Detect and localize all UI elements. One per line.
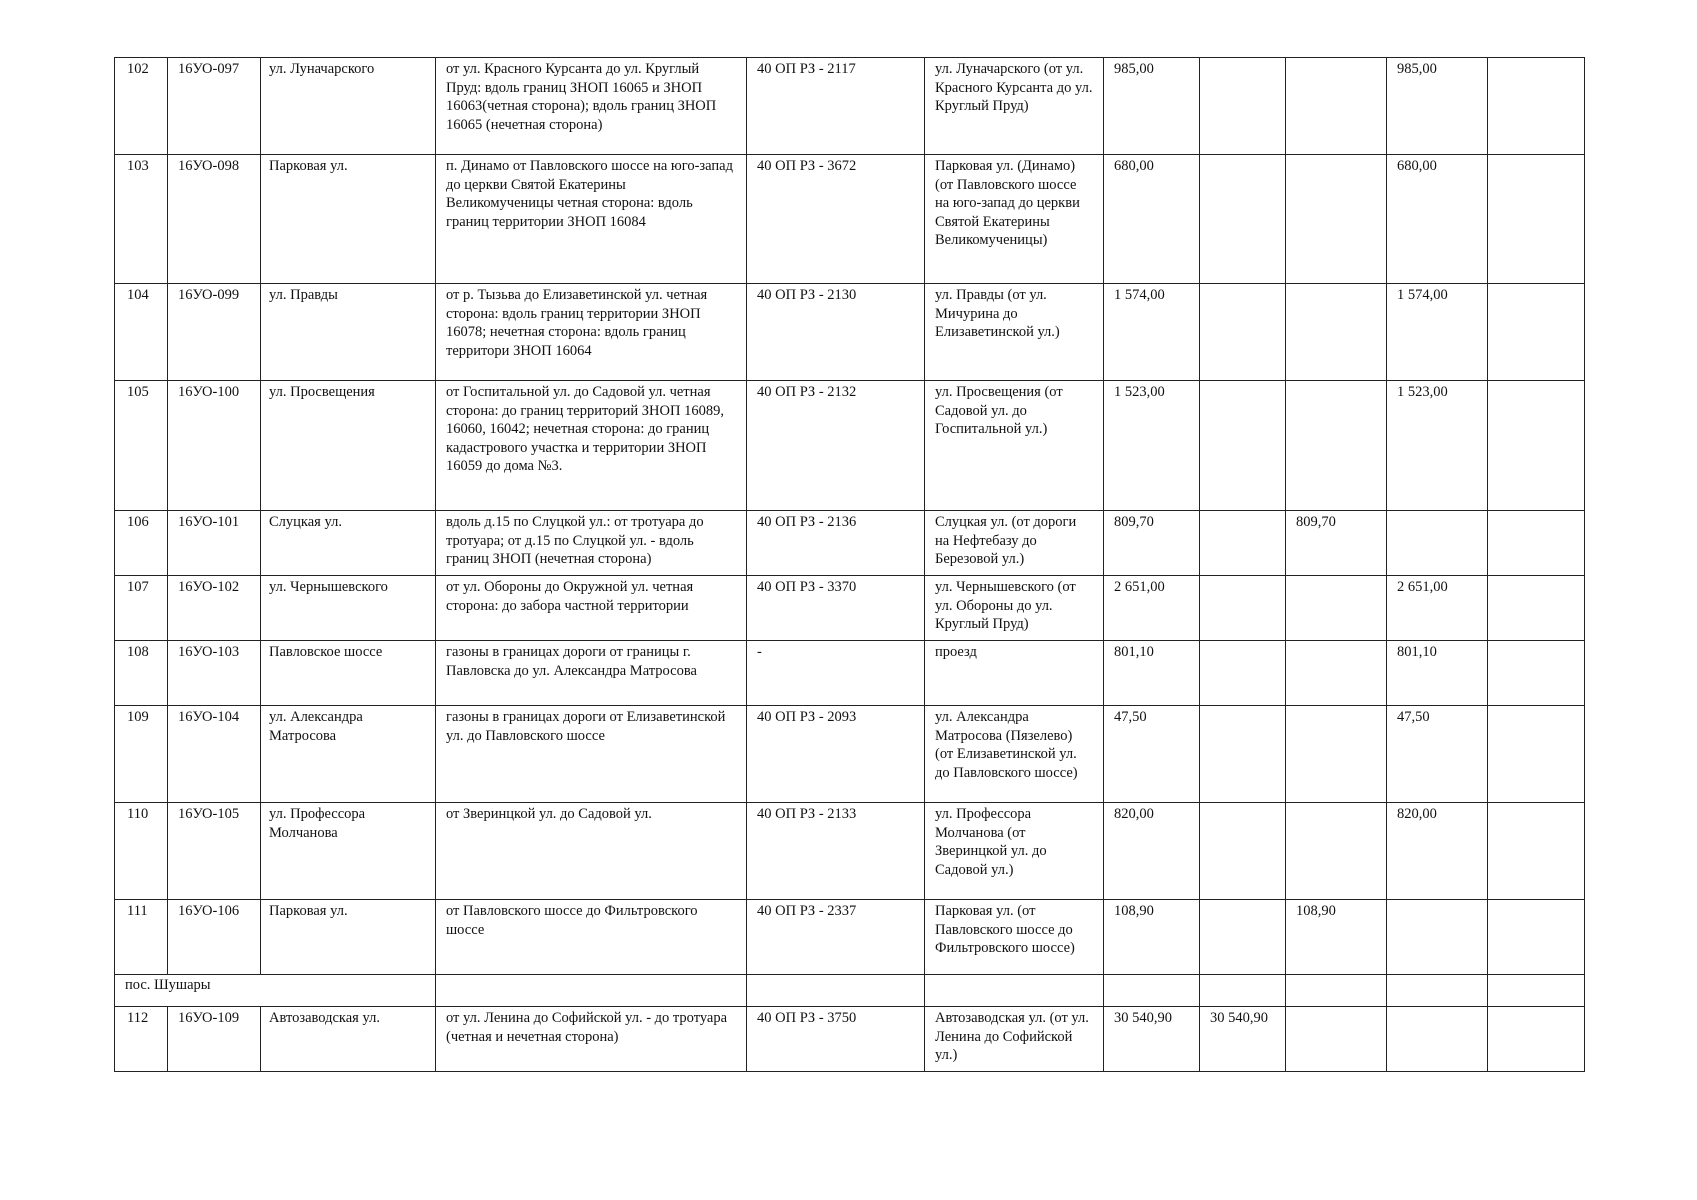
area-col-4 xyxy=(1488,284,1585,381)
street-name: ул. Просвещения xyxy=(261,381,436,511)
road-registry-code: 40 ОП РЗ - 2093 xyxy=(747,706,925,803)
total-area: 1 523,00 xyxy=(1104,381,1200,511)
section-row xyxy=(115,975,1585,1007)
boundary-description: газоны в границах дороги от Елизаветинской ул. до Павловского шоссе xyxy=(436,706,747,803)
total-area: 820,00 xyxy=(1104,803,1200,900)
table-row xyxy=(115,284,1585,381)
area-col-4 xyxy=(1488,511,1585,576)
boundary-description: от Зверинцкой ул. до Садовой ул. xyxy=(436,803,747,900)
road-registry-code: 40 ОП РЗ - 2132 xyxy=(747,381,925,511)
area-col-3: 801,10 xyxy=(1387,641,1488,706)
area-col-3: 1 523,00 xyxy=(1387,381,1488,511)
street-name: Павловское шоссе xyxy=(261,641,436,706)
row-number: 109 xyxy=(115,706,168,803)
total-area: 47,50 xyxy=(1104,706,1200,803)
road-name: Слуцкая ул. (от дороги на Нефтебазу до Березовой ул.) xyxy=(925,511,1104,576)
street-name: Парковая ул. xyxy=(261,155,436,284)
road-registry-code: 40 ОП РЗ - 2136 xyxy=(747,511,925,576)
area-col-4 xyxy=(1488,1007,1585,1072)
table-row xyxy=(115,576,1585,641)
area-col-1 xyxy=(1200,511,1286,576)
table-row xyxy=(115,803,1585,900)
road-registry-code: 40 ОП РЗ - 2337 xyxy=(747,900,925,975)
area-col-2 xyxy=(1286,641,1387,706)
empty-cell xyxy=(1200,975,1286,1007)
area-col-4 xyxy=(1488,155,1585,284)
area-col-4 xyxy=(1488,58,1585,155)
area-col-1 xyxy=(1200,641,1286,706)
road-name: ул. Луначарского (от ул. Красного Курсанта до ул. Круглый Пруд) xyxy=(925,58,1104,155)
area-col-1 xyxy=(1200,576,1286,641)
area-col-2 xyxy=(1286,155,1387,284)
road-name: ул. Профессора Молчанова (от Зверинцкой ул. до Садовой ул.) xyxy=(925,803,1104,900)
registry-table xyxy=(114,57,1585,1072)
street-name: ул. Луначарского xyxy=(261,58,436,155)
road-name: ул. Чернышевского (от ул. Обороны до ул. Круглый Пруд) xyxy=(925,576,1104,641)
road-registry-code: 40 ОП РЗ - 2133 xyxy=(747,803,925,900)
road-registry-code: 40 ОП РЗ - 3370 xyxy=(747,576,925,641)
section-label: пос. Шушары xyxy=(115,975,436,1007)
row-number: 106 xyxy=(115,511,168,576)
area-col-1: 30 540,90 xyxy=(1200,1007,1286,1072)
empty-cell xyxy=(1104,975,1200,1007)
road-name: Автозаводская ул. (от ул. Ленина до Софийской ул.) xyxy=(925,1007,1104,1072)
area-col-1 xyxy=(1200,381,1286,511)
area-col-1 xyxy=(1200,155,1286,284)
area-col-4 xyxy=(1488,381,1585,511)
road-name: Парковая ул. (от Павловского шоссе до Фильтровского шоссе) xyxy=(925,900,1104,975)
total-area: 1 574,00 xyxy=(1104,284,1200,381)
street-name: ул. Чернышевского xyxy=(261,576,436,641)
table-row xyxy=(115,58,1585,155)
area-col-3: 680,00 xyxy=(1387,155,1488,284)
area-col-4 xyxy=(1488,803,1585,900)
area-col-1 xyxy=(1200,58,1286,155)
road-registry-code: 40 ОП РЗ - 2117 xyxy=(747,58,925,155)
area-col-1 xyxy=(1200,706,1286,803)
table-row xyxy=(115,1007,1585,1072)
table-row xyxy=(115,381,1585,511)
row-number: 103 xyxy=(115,155,168,284)
road-name: Парковая ул. (Динамо) (от Павловского шоссе на юго-запад до церкви Святой Екатерины Великомученицы) xyxy=(925,155,1104,284)
area-col-3: 47,50 xyxy=(1387,706,1488,803)
area-col-3 xyxy=(1387,511,1488,576)
street-name: ул. Профессора Молчанова xyxy=(261,803,436,900)
total-area: 809,70 xyxy=(1104,511,1200,576)
row-number: 105 xyxy=(115,381,168,511)
area-col-1 xyxy=(1200,284,1286,381)
object-code: 16УО-102 xyxy=(168,576,261,641)
object-code: 16УО-098 xyxy=(168,155,261,284)
empty-cell xyxy=(925,975,1104,1007)
total-area: 801,10 xyxy=(1104,641,1200,706)
boundary-description: газоны в границах дороги от границы г. Павловска до ул. Александра Матросова xyxy=(436,641,747,706)
table-row xyxy=(115,706,1585,803)
street-name: ул. Правды xyxy=(261,284,436,381)
area-col-2 xyxy=(1286,576,1387,641)
boundary-description: от Павловского шоссе до Фильтровского шоссе xyxy=(436,900,747,975)
area-col-2 xyxy=(1286,1007,1387,1072)
street-name: Парковая ул. xyxy=(261,900,436,975)
area-col-4 xyxy=(1488,706,1585,803)
total-area: 30 540,90 xyxy=(1104,1007,1200,1072)
boundary-description: от ул. Обороны до Окружной ул. четная сторона: до забора частной территории xyxy=(436,576,747,641)
area-col-3: 820,00 xyxy=(1387,803,1488,900)
area-col-2 xyxy=(1286,284,1387,381)
road-name: ул. Александра Матросова (Пязелево) (от Елизаветинской ул. до Павловского шоссе) xyxy=(925,706,1104,803)
table-body xyxy=(115,58,1585,1072)
road-registry-code: - xyxy=(747,641,925,706)
table-row xyxy=(115,641,1585,706)
object-code: 16УО-099 xyxy=(168,284,261,381)
area-col-2 xyxy=(1286,381,1387,511)
object-code: 16УО-105 xyxy=(168,803,261,900)
area-col-3: 985,00 xyxy=(1387,58,1488,155)
empty-cell xyxy=(1286,975,1387,1007)
boundary-description: п. Динамо от Павловского шоссе на юго-запад до церкви Святой Екатерины Великомученицы четная сторона: вдоль границ территории ЗНОП 16084 xyxy=(436,155,747,284)
road-registry-code: 40 ОП РЗ - 2130 xyxy=(747,284,925,381)
object-code: 16УО-103 xyxy=(168,641,261,706)
object-code: 16УО-109 xyxy=(168,1007,261,1072)
area-col-2 xyxy=(1286,803,1387,900)
row-number: 110 xyxy=(115,803,168,900)
area-col-3: 1 574,00 xyxy=(1387,284,1488,381)
table-row xyxy=(115,900,1585,975)
area-col-4 xyxy=(1488,900,1585,975)
street-name: ул. Александра Матросова xyxy=(261,706,436,803)
object-code: 16УО-104 xyxy=(168,706,261,803)
area-col-3: 2 651,00 xyxy=(1387,576,1488,641)
area-col-3 xyxy=(1387,1007,1488,1072)
road-registry-code: 40 ОП РЗ - 3672 xyxy=(747,155,925,284)
object-code: 16УО-097 xyxy=(168,58,261,155)
total-area: 2 651,00 xyxy=(1104,576,1200,641)
area-col-4 xyxy=(1488,576,1585,641)
total-area: 680,00 xyxy=(1104,155,1200,284)
table-row xyxy=(115,155,1585,284)
area-col-1 xyxy=(1200,900,1286,975)
empty-cell xyxy=(747,975,925,1007)
table-row xyxy=(115,511,1585,576)
total-area: 985,00 xyxy=(1104,58,1200,155)
empty-cell xyxy=(1488,975,1585,1007)
object-code: 16УО-106 xyxy=(168,900,261,975)
boundary-description: вдоль д.15 по Слуцкой ул.: от тротуара до тротуара; от д.15 по Слуцкой ул. - вдоль границ ЗНОП (нечетная сторона) xyxy=(436,511,747,576)
row-number: 111 xyxy=(115,900,168,975)
street-name: Слуцкая ул. xyxy=(261,511,436,576)
row-number: 108 xyxy=(115,641,168,706)
row-number: 104 xyxy=(115,284,168,381)
area-col-2: 108,90 xyxy=(1286,900,1387,975)
row-number: 102 xyxy=(115,58,168,155)
boundary-description: от Госпитальной ул. до Садовой ул. четная сторона: до границ территорий ЗНОП 16089, 16060, 16042; нечетная сторона: до границ кадастрового участка и территории ЗНОП 16059 до дома №3. xyxy=(436,381,747,511)
empty-cell xyxy=(1387,975,1488,1007)
area-col-1 xyxy=(1200,803,1286,900)
road-name: проезд xyxy=(925,641,1104,706)
area-col-2 xyxy=(1286,706,1387,803)
road-name: ул. Правды (от ул. Мичурина до Елизаветинской ул.) xyxy=(925,284,1104,381)
area-col-3 xyxy=(1387,900,1488,975)
total-area: 108,90 xyxy=(1104,900,1200,975)
area-col-4 xyxy=(1488,641,1585,706)
road-name: ул. Просвещения (от Садовой ул. до Госпитальной ул.) xyxy=(925,381,1104,511)
object-code: 16УО-100 xyxy=(168,381,261,511)
empty-cell xyxy=(436,975,747,1007)
area-col-2 xyxy=(1286,58,1387,155)
row-number: 107 xyxy=(115,576,168,641)
road-registry-code: 40 ОП РЗ - 3750 xyxy=(747,1007,925,1072)
street-name: Автозаводская ул. xyxy=(261,1007,436,1072)
boundary-description: от ул. Красного Курсанта до ул. Круглый Пруд: вдоль границ ЗНОП 16065 и ЗНОП 16063(четная сторона); вдоль границ ЗНОП 16065 (нечетная сторона) xyxy=(436,58,747,155)
boundary-description: от ул. Ленина до Софийской ул. - до тротуара (четная и нечетная сторона) xyxy=(436,1007,747,1072)
row-number: 112 xyxy=(115,1007,168,1072)
area-col-2: 809,70 xyxy=(1286,511,1387,576)
object-code: 16УО-101 xyxy=(168,511,261,576)
boundary-description: от р. Тызьва до Елизаветинской ул. четная сторона: вдоль границ территории ЗНОП 16078; нечетная сторона: вдоль границ территори ЗНОП 16064 xyxy=(436,284,747,381)
